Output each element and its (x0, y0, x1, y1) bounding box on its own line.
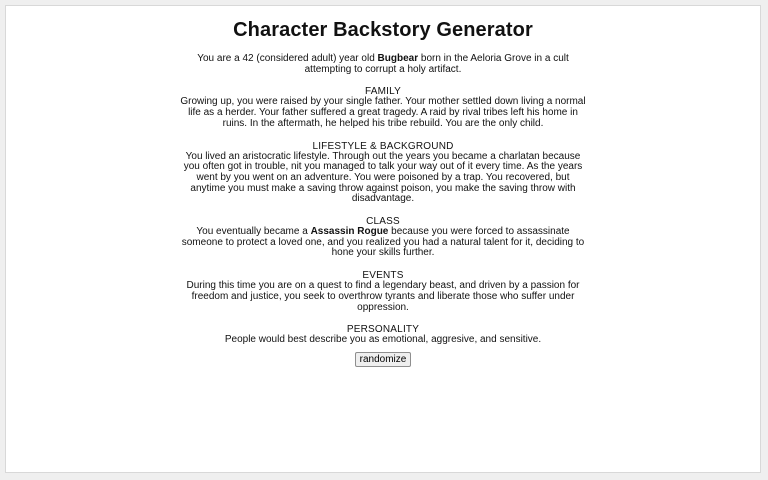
lifestyle-text: You lived an aristocratic lifestyle. Through out the years you became a charlatan because you often got in trouble, nit you managed to talk your way out of it every time. As the years went by you went on an adventure. You were poisoned by a trap. You recovered, but anytime you must make a saving throw against poison, you make the saving throw with disadvantage. (183, 150, 583, 205)
lifestyle-section (180, 141, 586, 206)
personality-heading: PERSONALITY (346, 324, 420, 336)
events-text: During this time you are on a quest to find a legendary beast, and driven by a passion for freedom and justice, you seek to overthrow tyrants and liberate those who suffer under oppression. (186, 280, 580, 313)
page-frame (5, 5, 761, 473)
events-section (180, 270, 586, 313)
family-text: Growing up, you were raised by your single father. Your mother settled down living a normal life as a herder. Your father suffered a great tragedy. A raid by rival tribes left his home in ruins. In the aftermath, he helped his tribe rebuild. You are the only child. (180, 96, 586, 129)
events-heading: EVENTS (362, 270, 404, 282)
family-section (180, 86, 586, 129)
personality-text: People would best describe you as emotional, aggresive, and sensitive. (224, 334, 542, 346)
class-paragraph (180, 227, 586, 259)
button-row (180, 352, 586, 367)
intro-text-before: You are a 42 (considered adult) year old (197, 53, 378, 64)
class-name: Assassin Rogue (310, 226, 389, 238)
family-heading: FAMILY (364, 86, 402, 98)
intro-paragraph (180, 54, 586, 75)
class-section (180, 216, 586, 259)
intro-text-after: born in the Aeloria Grove in a cult attempting to corrupt a holy artifact. (304, 53, 569, 75)
lifestyle-heading: LIFESTYLE & BACKGROUND (312, 140, 454, 152)
race-name: Bugbear (377, 53, 419, 64)
backstory-content (180, 18, 586, 367)
class-text-after: because you were forced to assassinate someone to protect a loved one, and you realized you had a natural talent for it, deciding to hone your skills further. (181, 226, 585, 259)
class-heading: CLASS (366, 216, 400, 228)
class-text-before: You eventually became a (196, 226, 311, 238)
randomize-button[interactable]: randomize (355, 352, 412, 367)
page-title: Character Backstory Generator (233, 19, 533, 41)
personality-section (180, 324, 586, 346)
